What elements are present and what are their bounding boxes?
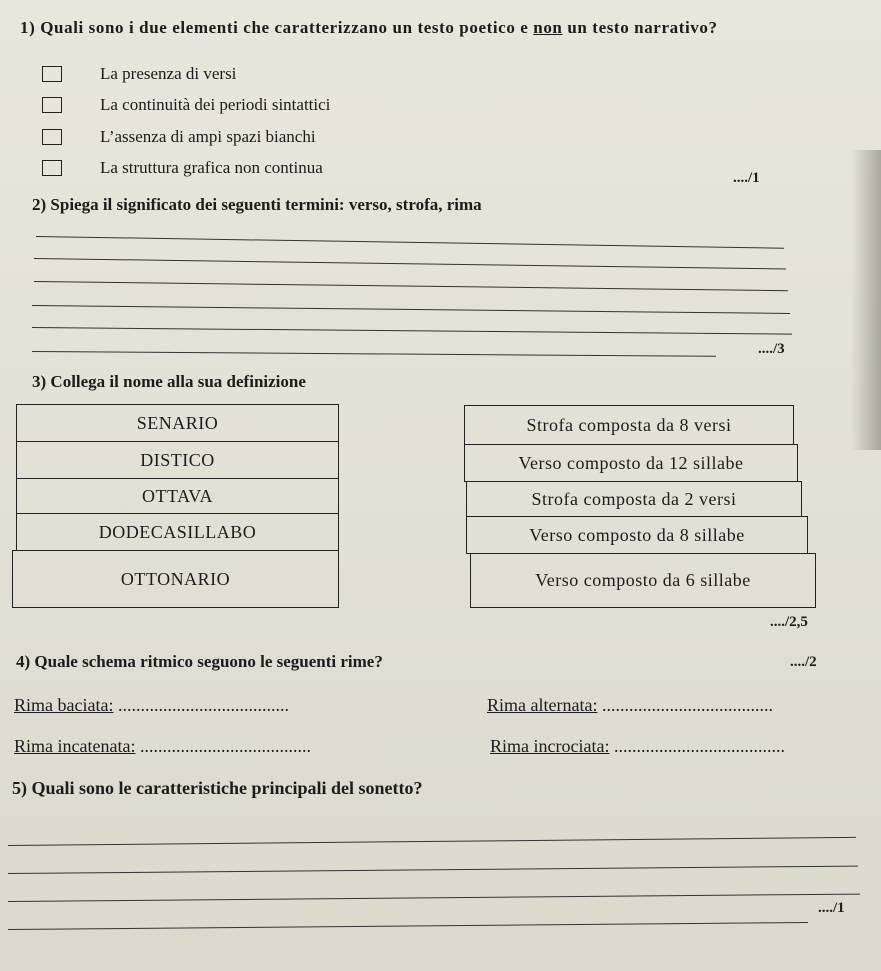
term-cell[interactable] [16,513,339,551]
checkbox[interactable] [42,66,62,82]
definition-cell[interactable] [466,516,808,554]
question-1-score: ..../1 [733,170,760,186]
definition-label: Verso composto da 6 sillabe [535,570,751,590]
rhyme-row[interactable] [490,736,785,757]
definition-cell[interactable] [470,553,816,608]
checkbox[interactable] [42,97,62,113]
page-shadow [851,150,881,450]
rhyme-answer-field[interactable]: ...................................... [613,736,785,756]
question-5-score: ..../1 [818,900,845,916]
option-label: La presenza di versi [100,64,237,83]
rhyme-label: Rima incatenata: [14,736,136,756]
option-label: La continuità dei periodi sintattici [100,95,331,114]
question-3-title: 3) Collega il nome alla sua definizione [32,372,306,391]
option-label: L’assenza di ampi spazi bianchi [100,127,316,146]
term-label: OTTAVA [142,485,213,506]
rhyme-label: Rima incrociata: [490,736,610,756]
definition-cell[interactable] [464,405,794,445]
rhyme-label: Rima baciata: [14,695,114,715]
question-4-score: ..../2 [790,654,817,670]
question-1-underlined-word: non [533,18,563,37]
rhyme-label: Rima alternata: [487,695,598,715]
question-1-text-b: un testo narrativo? [562,18,718,37]
rhyme-row[interactable] [487,695,773,716]
definition-label: Strofa composta da 8 versi [526,414,732,435]
definition-label: Verso composto da 8 sillabe [529,524,745,545]
rhyme-row[interactable] [14,736,311,757]
definition-cell[interactable] [464,444,798,482]
rhyme-answer-field[interactable]: ...................................... [117,695,289,715]
term-cell[interactable] [12,550,339,608]
option-label: La struttura grafica non continua [100,158,323,177]
checkbox[interactable] [42,160,62,176]
term-cell[interactable] [16,478,339,514]
question-1-title [20,18,780,37]
definition-label: Strofa composta da 2 versi [531,488,737,509]
term-cell[interactable] [16,404,339,442]
checkbox[interactable] [42,129,62,145]
question-3-score: ..../2,5 [770,614,808,630]
rhyme-answer-field[interactable]: ...................................... [139,736,311,756]
term-label: OTTONARIO [120,568,231,589]
definition-cell[interactable] [466,481,802,517]
question-5-title: 5) Quali sono le caratteristiche principali del sonetto? [12,778,423,798]
term-label: SENARIO [136,412,219,433]
term-label: DISTICO [140,449,215,470]
question-1-text-a: 1) Quali sono i due elementi che caratterizzano un testo poetico e [20,18,534,37]
question-2-title: 2) Spiega il significato dei seguenti termini: verso, strofa, rima [32,195,482,214]
question-2-score: ..../3 [758,341,785,357]
rhyme-answer-field[interactable]: ...................................... [601,695,773,715]
question-4-title: 4) Quale schema ritmico seguono le seguenti rime? [16,652,383,671]
definition-label: Verso composto da 12 sillabe [518,452,744,473]
term-cell[interactable] [16,441,339,479]
term-label: DODECASILLABO [98,521,257,542]
rhyme-row[interactable] [14,695,289,716]
